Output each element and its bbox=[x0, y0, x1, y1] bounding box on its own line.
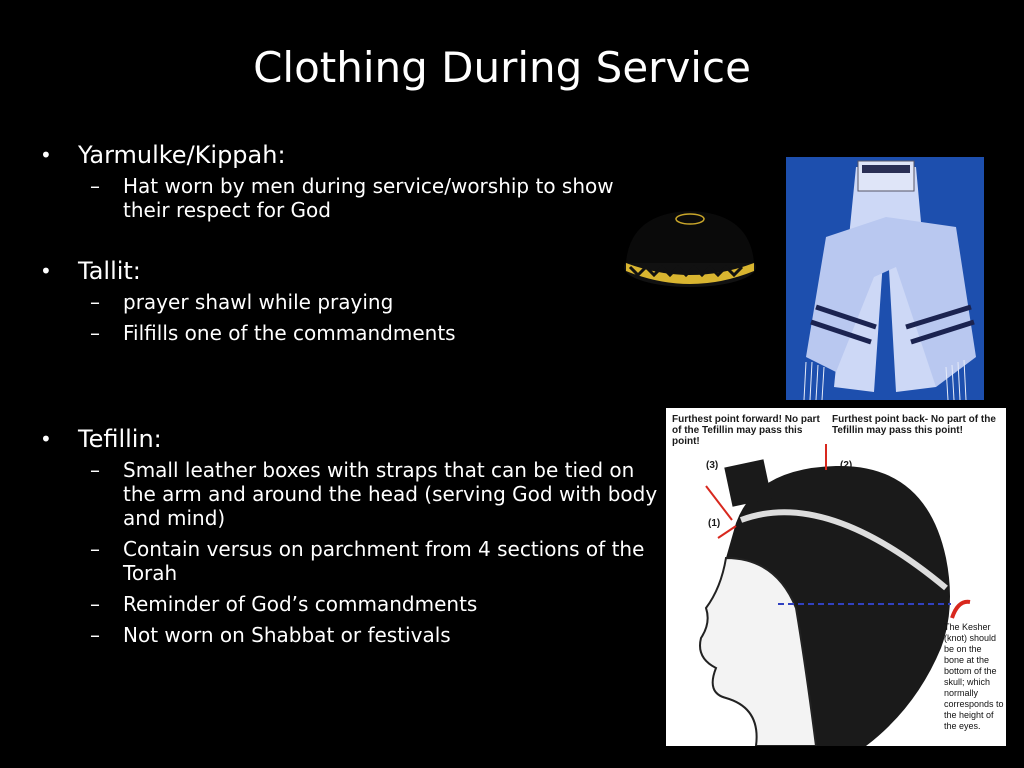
bullet-heading bbox=[38, 424, 658, 454]
sub-bullet bbox=[38, 174, 658, 222]
dash-icon: – bbox=[90, 458, 100, 482]
sub-bullet bbox=[38, 321, 658, 345]
dash-icon: – bbox=[90, 592, 100, 616]
dash-icon: – bbox=[90, 290, 100, 314]
bullet-icon: • bbox=[40, 427, 52, 451]
dash-icon: – bbox=[90, 623, 100, 647]
bullet-icon: • bbox=[40, 259, 52, 283]
sub-bullet bbox=[38, 290, 658, 314]
dash-icon: – bbox=[90, 174, 100, 198]
marker-2: (2) bbox=[840, 460, 853, 471]
sub-bullet bbox=[38, 458, 658, 530]
sub-bullet bbox=[38, 537, 658, 585]
bullet-heading bbox=[38, 140, 658, 170]
section-tefillin bbox=[38, 424, 658, 647]
kesher-note: The Kesher (knot) should be on the bone at the bottom of the skull; which normally corresponds to the height of the eyes. bbox=[944, 622, 1004, 731]
dash-icon: – bbox=[90, 321, 100, 345]
section-kippah bbox=[38, 140, 658, 222]
slide-title: Clothing During Service bbox=[253, 43, 751, 92]
sub-bullet-text: Contain versus on parchment from 4 sections of the Torah bbox=[123, 537, 645, 585]
bullet-heading bbox=[38, 256, 658, 286]
sub-bullet-text: Hat worn by men during service/worship to show their respect for God bbox=[123, 174, 614, 222]
sub-bullet bbox=[38, 592, 658, 616]
forward-limit-label: Furthest point forward! No part of the Tefillin may pass this point! bbox=[672, 414, 820, 447]
back-limit-label: Furthest point back- No part of the Tefillin may pass this point! bbox=[832, 414, 996, 436]
section-tallit bbox=[38, 256, 658, 345]
sub-bullet-text: prayer shawl while praying bbox=[123, 290, 394, 314]
sub-bullet bbox=[38, 623, 658, 647]
sub-bullet-text: Not worn on Shabbat or festivals bbox=[123, 623, 451, 647]
marker-1: (1) bbox=[708, 518, 721, 529]
sub-bullet-text: Reminder of God’s commandments bbox=[123, 592, 478, 616]
tallit-image bbox=[786, 157, 984, 400]
tefillin-diagram bbox=[666, 408, 1006, 746]
bullet-icon: • bbox=[40, 143, 52, 167]
kippah-image bbox=[620, 205, 760, 295]
sub-bullet-text: Small leather boxes with straps that can be tied on the arm and around the head (serving God with body and mind) bbox=[123, 458, 658, 530]
dash-icon: – bbox=[90, 537, 100, 561]
heading-text: Tallit: bbox=[78, 257, 141, 285]
marker-3: (3) bbox=[706, 460, 719, 471]
heading-text: Yarmulke/Kippah: bbox=[78, 141, 286, 169]
heading-text: Tefillin: bbox=[78, 425, 162, 453]
sub-bullet-text: Filfills one of the commandments bbox=[123, 321, 456, 345]
